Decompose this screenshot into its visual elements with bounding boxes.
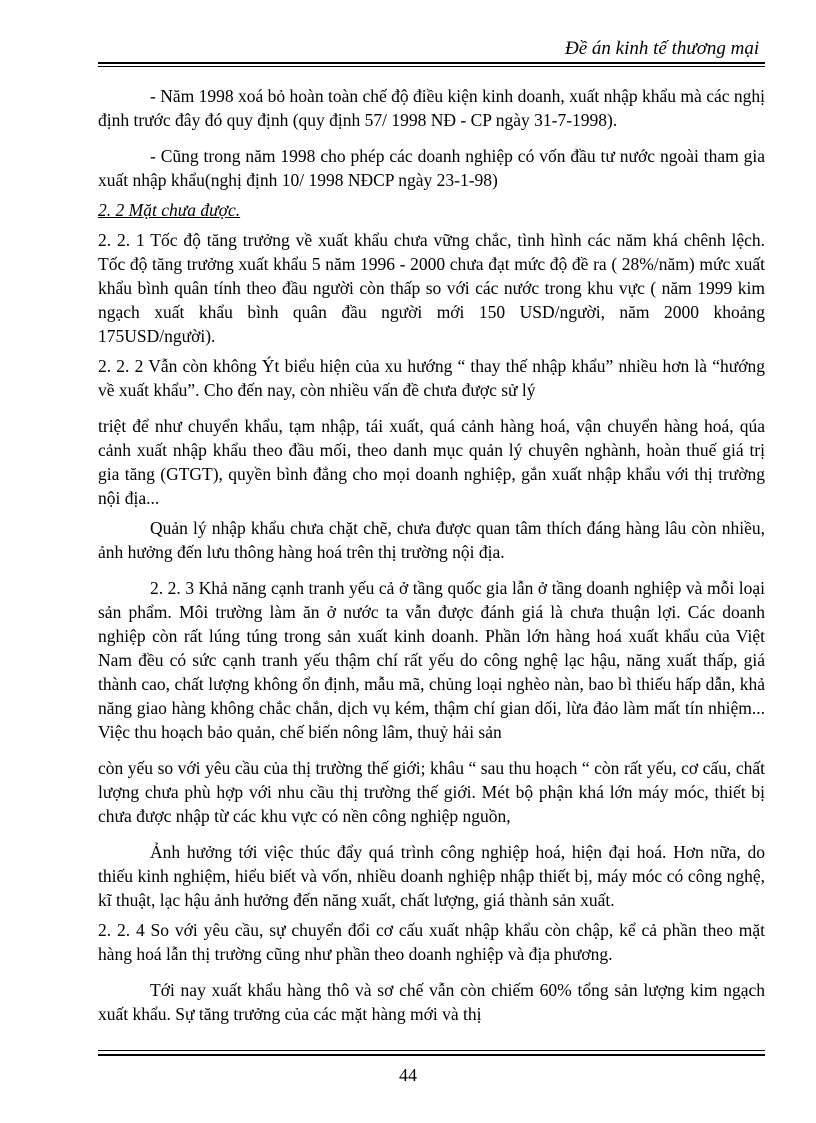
- document-body: [98, 84, 765, 1026]
- footer-rule-thin: [98, 1050, 765, 1051]
- paragraph-1: - Năm 1998 xoá bỏ hoàn toàn chế độ điều kiện kinh doanh, xuất nhập khẩu mà các nghị định trước đây đó quy định (quy định 57/ 1998 NĐ - CP ngày 31-7-1998).: [98, 86, 765, 130]
- paragraph-2: - Cũng trong năm 1998 cho phép các doanh nghiệp có vốn đầu tư nước ngoài tham gia xuất nhập khẩu(nghị định 10/ 1998 NĐCP ngày 23-1-98): [98, 146, 765, 190]
- paragraph-7: 2. 2. 3 Khả năng cạnh tranh yếu cả ở tầng quốc gia lẫn ở tầng doanh nghiệp và mỗi loại sản phẩm. Môi trường làm ăn ở nước ta vẫn được đánh giá là chưa thuận lợi. Các doanh nghiệp còn rất lúng túng trong sản xuất kinh doanh. Phần lớn hàng hoá xuất khẩu của Việt Nam đều có sức cạnh tranh yếu thậm chí rất yếu do công nghệ lạc hậu, năng xuất thấp, giá thành cao, chất lượng không ổn định, mẫu mã, chủng loại nghèo nàn, bao bì thiếu hấp dẫn, khả năng giao hàng không chắc chắn, dịch vụ kém, thậm chí gian dối, lừa đảo làm mất tín nhiệm... Việc thu hoạch bảo quản, chế biến nông lâm, thuỷ hải sản: [98, 578, 765, 742]
- paragraph-5: triệt để như chuyển khẩu, tạm nhập, tái xuất, quá cảnh hàng hoá, vận chuyển hàng hoá, qúa cảnh xuất nhập khẩu theo đầu mối, theo danh mục quản lý chuyên nghành, hoàn thuế giá trị gia tăng (GTGT), quyền bình đẳng cho mọi doanh nghiệp, gắn xuất nhập khẩu với thị trường nội địa...: [98, 416, 765, 508]
- page-number: 44: [399, 1065, 417, 1085]
- paragraph-11: Tới nay xuất khẩu hàng thô và sơ chế vẫn còn chiếm 60% tổng sản lượng kim ngạch xuất khẩu. Sự tăng trưởng của các mặt hàng mới và thị: [98, 980, 765, 1024]
- page-header-title: Đề án kinh tế thương mại: [565, 38, 760, 59]
- paragraph-3: 2. 2. 1 Tốc độ tăng trưởng về xuất khẩu chưa vững chắc, tình hình các năm khá chênh lệch. Tốc độ tăng trưởng xuất khẩu 5 năm 1996 - 2000 chưa đạt mức độ đề ra ( 28%/năm) mức xuất khẩu bình quân tính theo đầu người còn thấp so với các nước trong khu vực ( năm 1999 kim ngạch xuất khẩu bình quân đầu người mới 150 USD/người, năm 2000 khoảng 175USD/người).: [98, 230, 765, 346]
- paragraph-9: Ảnh hưởng tới việc thúc đẩy quá trình công nghiệp hoá, hiện đại hoá. Hơn nữa, do thiếu kinh nghiệm, hiểu biết và vốn, nhiều doanh nghiệp nhập thiết bị, máy móc có công nghệ, kĩ thuật, lạc hậu ảnh hưởng đến năng xuất, chất lượng, giá thành sản xuất.: [98, 842, 765, 910]
- paragraph-8: còn yếu so với yêu cầu của thị trường thế giới; khâu “ sau thu hoạch “ còn rất yếu, cơ cấu, chất lượng chưa phù hợp với nhu cầu thị trường thế giới. Mét bộ phận khá lớn máy móc, thiết bị chưa được nhập từ các khu vực có nền công nghiệp nguồn,: [98, 758, 765, 826]
- paragraph-6: Quản lý nhập khẩu chưa chặt chẽ, chưa được quan tâm thích đáng hàng lâu còn nhiều, ảnh hưởng đến lưu thông hàng hoá trên thị trường nội địa.: [98, 518, 765, 562]
- header-rule: [98, 62, 765, 64]
- paragraph-10: 2. 2. 4 So với yêu cầu, sự chuyển đổi cơ cấu xuất nhập khẩu còn chập, kể cả phần theo mặt hàng hoá lẫn thị trường cũng như phần theo doanh nghiệp và địa phương.: [98, 920, 765, 964]
- section-heading: 2. 2 Mặt chưa được.: [98, 200, 241, 220]
- paragraph-4: 2. 2. 2 Vẫn còn không Ýt biểu hiện của xu hướng “ thay thế nhập khẩu” nhiều hơn là “hướng về xuất khẩu”. Cho đến nay, còn nhiều vấn đề chưa được sử lý: [98, 356, 765, 400]
- header-rule-thin: [98, 66, 765, 67]
- footer-rule: [98, 1054, 765, 1056]
